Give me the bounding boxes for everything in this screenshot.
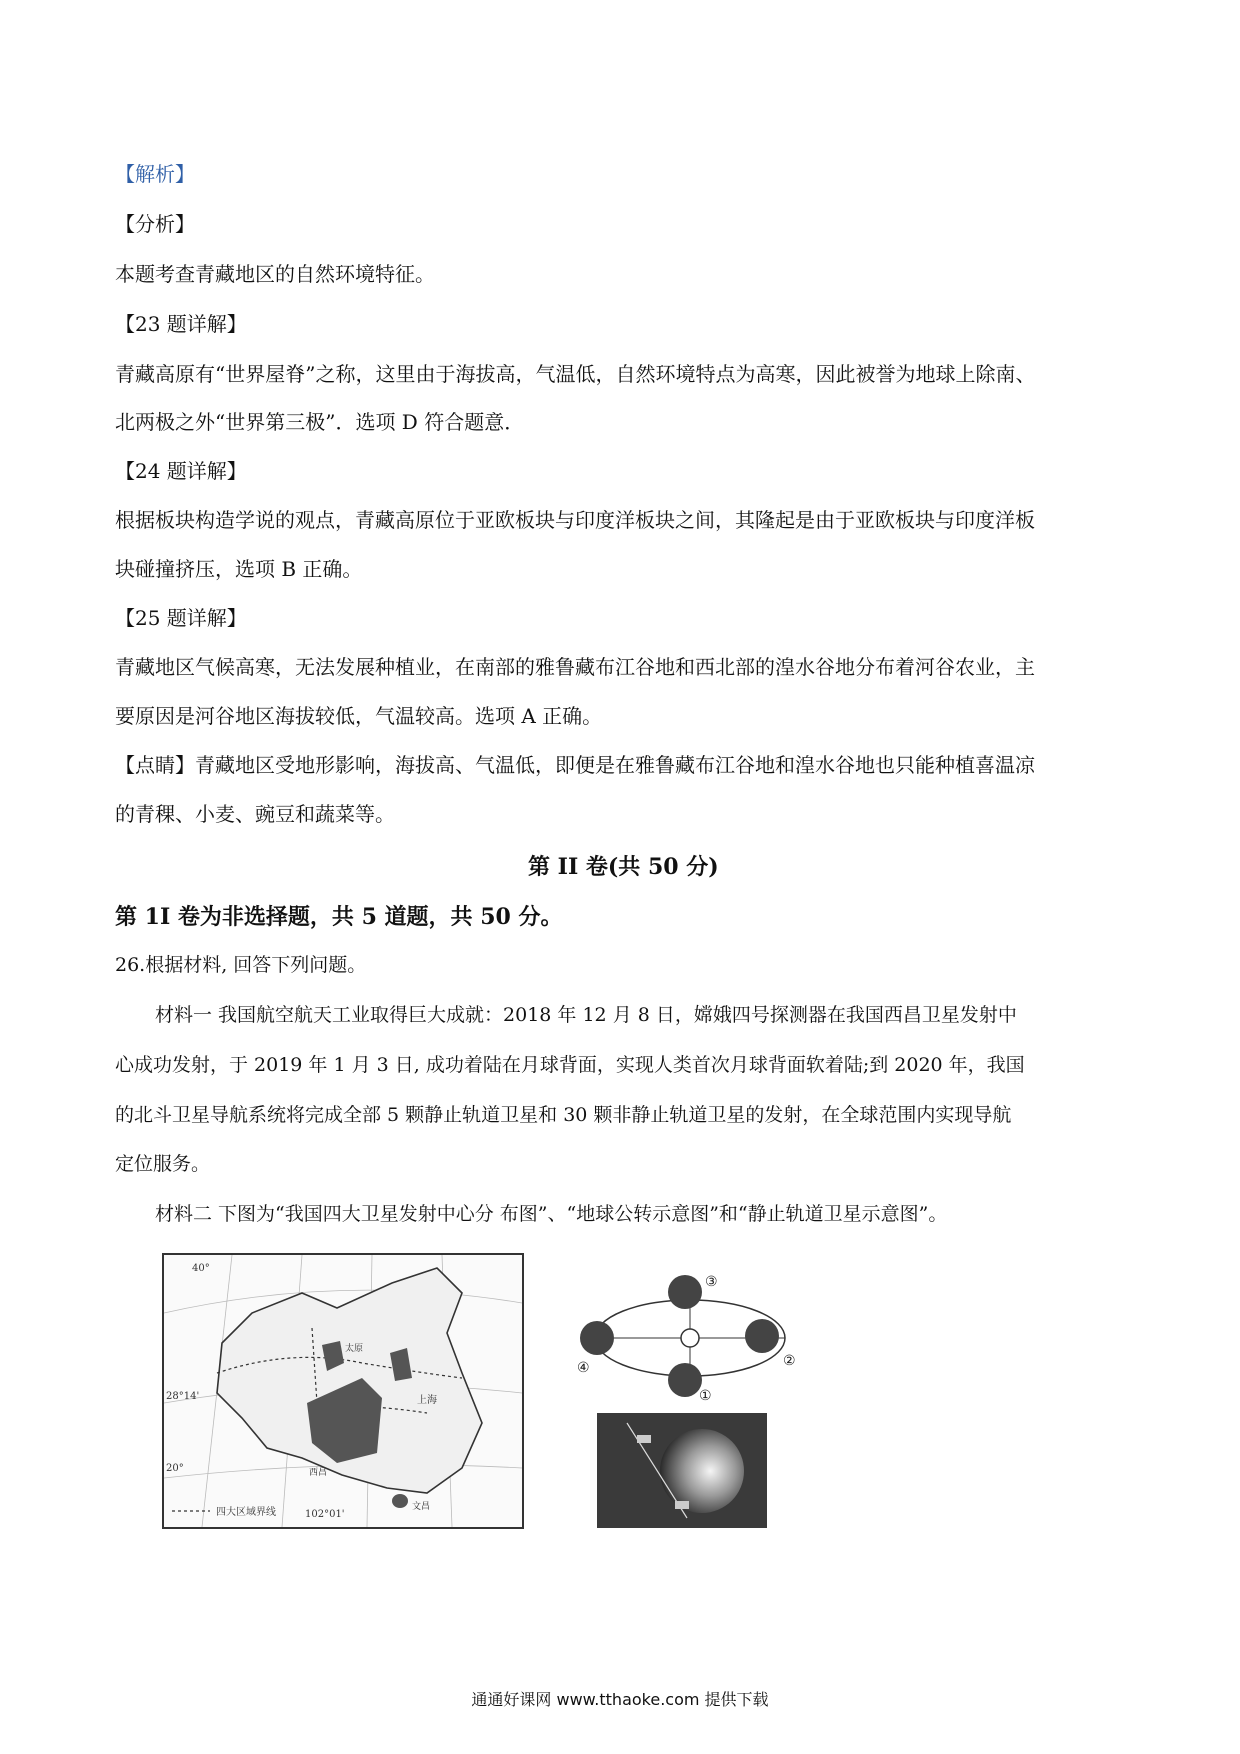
page-footer: 通通好课网 www.tthaoke.com 提供下载	[471, 1690, 769, 1709]
q24-heading: 【24 题详解】	[115, 459, 247, 483]
fenxi-heading: 【分析】	[115, 212, 195, 236]
q25-line-2: 要原因是河谷地区海拔较低，气温较高。选项 A 正确。	[115, 704, 603, 728]
q24-line-2: 块碰撞挤压，选项 B 正确。	[115, 557, 363, 581]
earth-globe-icon	[660, 1429, 744, 1513]
material-1-line-1: 材料一 我国航空航天工业取得巨大成就：2018 年 12 月 8 日，嫦娥四号探测器在我国西昌卫星发射中	[155, 1004, 1017, 1026]
orbit-label-2: ②	[783, 1353, 796, 1369]
part2-subtitle: 第 1I 卷为非选择题，共 5 道题，共 50 分。	[115, 904, 563, 930]
earth-position-3-icon	[668, 1275, 702, 1309]
question-26: 26.根据材料, 回答下列问题。	[115, 954, 367, 976]
q23-heading: 【23 题详解】	[115, 312, 247, 336]
map-city-shanghai: 上海	[417, 1395, 437, 1406]
jiexi-heading: 【解析】	[115, 162, 195, 186]
map-legend-label: 四大区域界线	[216, 1507, 276, 1518]
material-1-line-3: 的北斗卫星导航系统将完成全部 5 颗静止轨道卫星和 30 颗非静止轨道卫星的发射，在全球范围内实现导航	[115, 1104, 1012, 1126]
q23-line-2: 北两极之外“世界第三极”．选项 D 符合题意．	[115, 410, 525, 434]
orbit-label-4: ④	[577, 1360, 590, 1376]
earth-position-2-icon	[745, 1319, 779, 1353]
part2-title: 第 II 卷(共 50 分)	[528, 854, 719, 880]
orbit-label-1: ①	[699, 1388, 712, 1404]
satellite-icon	[637, 1435, 651, 1443]
map-lat-40-label: 40°	[192, 1263, 210, 1274]
satellite-icon-2	[675, 1501, 689, 1509]
geostationary-satellite-image	[597, 1413, 767, 1528]
orbit-label-3: ③	[705, 1274, 718, 1290]
map-city-wenchang: 文昌	[412, 1502, 431, 1512]
map-city-taiyuan: 太原	[345, 1344, 364, 1354]
q23-line-1: 青藏高原有“世界屋脊”之称，这里由于海拔高，气温低，自然环境特点为高寒，因此被誉为地球上除南、	[115, 362, 1036, 386]
sun-icon	[681, 1329, 699, 1347]
q25-heading: 【25 题详解】	[115, 606, 247, 630]
map-city-xichang: 西昌	[309, 1468, 328, 1478]
map-lat-20-label: 20°	[166, 1463, 184, 1474]
earth-revolution-diagram	[575, 1270, 805, 1405]
material-1-line-4: 定位服务。	[115, 1153, 211, 1175]
material-1-line-2: 心成功发射，于 2019 年 1 月 3 日, 成功着陆在月球背面，实现人类首次月球背面软着陆;到 2020 年，我国	[115, 1054, 1025, 1076]
dianjing-line-1: 【点睛】青藏地区受地形影响，海拔高、气温低，即便是在雅鲁藏布江谷地和湟水谷地也只能种植喜温凉	[115, 753, 1035, 777]
fenxi-text: 本题考查青藏地区的自然环境特征。	[115, 262, 435, 286]
map-lon-label: 102°01'	[305, 1509, 345, 1520]
q25-line-1: 青藏地区气候高寒，无法发展种植业，在南部的雅鲁藏布江谷地和西北部的湟水谷地分布着河谷农业，主	[115, 655, 1035, 679]
earth-position-1-icon	[668, 1363, 702, 1397]
earth-position-4-icon	[580, 1321, 614, 1355]
q24-line-1: 根据板块构造学说的观点，青藏高原位于亚欧板块与印度洋板块之间，其隆起是由于亚欧板块与印度洋板	[115, 508, 1035, 532]
dianjing-line-2: 的青稞、小麦、豌豆和蔬菜等。	[115, 802, 395, 826]
map-lat-28-label: 28°14'	[166, 1391, 200, 1402]
material-2-line: 材料二 下图为“我国四大卫星发射中心分 布图”、“地球公转示意图”和“静止轨道卫星示意图”。	[155, 1203, 948, 1225]
satellite-launch-center-map	[162, 1253, 524, 1529]
